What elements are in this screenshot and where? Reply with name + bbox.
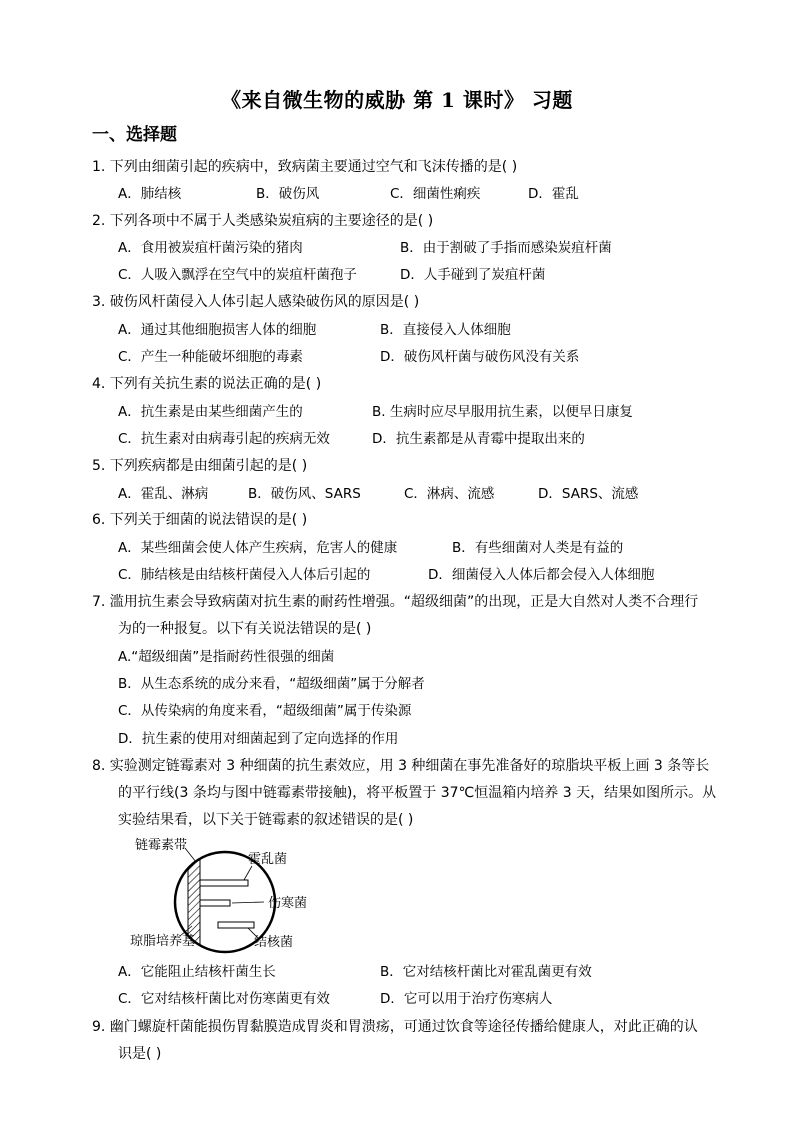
question-8-stem-line-2: 的平行线(3 条均与图中链霉素带接触)，将平板置于 37℃恒温箱内培养 3 天，结果如图所示。从 (118, 785, 717, 801)
question-6-option-b: B．有些细菌对人类是有益的 (452, 540, 624, 556)
question-7-option-b: B．从生态系统的成分来看，“超级细菌”属于分解者 (118, 676, 425, 692)
question-3-option-d: D．破伤风杆菌与破伤风没有关系 (380, 349, 580, 365)
cholera-streak (200, 880, 248, 886)
question-3-option-b: B．直接侵入人体细胞 (380, 322, 511, 338)
label-agar-medium: 琼脂培养基 (130, 934, 196, 949)
question-7-stem-line-2: 为的一种报复。以下有关说法错误的是( ) (118, 621, 372, 637)
question-6-option-a: A．某些细菌会使人体产生疾病，危害人的健康 (118, 540, 398, 556)
question-2-stem: 2. 下列各项中不属于人类感染炭疽病的主要途径的是( ) (92, 213, 434, 229)
question-7-option-c: C．从传染病的角度来看，“超级细菌”属于传染源 (118, 703, 412, 719)
question-1-option-c: C．细菌性痢疾 (390, 186, 481, 202)
question-8-option-d: D．它可以用于治疗伤寒病人 (380, 991, 553, 1007)
question-3-stem: 3. 破伤风杆菌侵入人体引起人感染破伤风的原因是( ) (92, 294, 420, 310)
question-3-option-c: C．产生一种能破坏细胞的毒素 (118, 349, 303, 365)
question-7-option-a: A.“超级细菌”是指耐药性很强的细菌 (118, 649, 335, 665)
question-5-option-c: C．淋病、流感 (404, 486, 495, 502)
question-2-option-d: D．人手碰到了炭疽杆菌 (400, 267, 546, 283)
question-5-option-b: B．破伤风、SARS (248, 486, 361, 502)
question-4-option-d: D．抗生素都是从青霉中提取出来的 (372, 431, 585, 447)
question-8-option-a: A．它能阻止结核杆菌生长 (118, 964, 276, 980)
question-5-stem: 5. 下列疾病都是由细菌引起的是( ) (92, 458, 308, 474)
question-4-option-a: A．抗生素是由某些细菌产生的 (118, 404, 303, 420)
question-7-option-d: D．抗生素的使用对细菌起到了定向选择的作用 (118, 731, 399, 747)
question-2-option-a: A．食用被炭疽杆菌污染的猪肉 (118, 240, 303, 256)
question-5-option-a: A．霍乱、淋病 (118, 486, 209, 502)
question-6-option-d: D．细菌侵入人体后都会侵入人体细胞 (428, 567, 655, 583)
question-9-stem-line-1: 9. 幽门螺旋杆菌能损伤胃黏膜造成胃炎和胃溃疡，可通过饮食等途径传播给健康人，对此正确的认 (92, 1019, 698, 1035)
question-2-option-c: C．人吸入飘浮在空气中的炭疽杆菌孢子 (118, 267, 357, 283)
question-4-option-b: B. 生病时应尽早服用抗生素，以便早日康复 (372, 404, 633, 420)
page-title: 《来自微生物的威胁 第 1 课时》 习题 (221, 88, 573, 112)
label-typhoid: 伤寒菌 (268, 896, 308, 911)
experiment-figure (130, 836, 330, 956)
question-4-stem: 4. 下列有关抗生素的说法正确的是( ) (92, 376, 322, 392)
question-8-option-c: C．它对结核杆菌比对伤寒菌更有效 (118, 991, 330, 1007)
question-1-option-a: A．肺结核 (118, 186, 182, 202)
question-6-option-c: C．肺结核是由结核杆菌侵入人体后引起的 (118, 567, 371, 583)
petri-dish-diagram (130, 836, 330, 956)
question-9-stem-line-2: 识是( ) (118, 1046, 162, 1062)
question-7-stem-line-1: 7. 滥用抗生素会导致病菌对抗生素的耐药性增强。“超级细菌”的出现，正是大自然对人类不合理行 (92, 594, 699, 610)
label-cholera: 霍乱菌 (248, 852, 288, 867)
question-2-option-b: B．由于割破了手指而感染炭疽杆菌 (400, 240, 612, 256)
tb-streak (218, 922, 254, 928)
question-8-option-b: B．它对结核杆菌比对霍乱菌更有效 (380, 964, 592, 980)
question-5-option-d: D．SARS、流感 (538, 486, 639, 502)
question-1-stem: 1. 下列由细菌引起的疾病中，致病菌主要通过空气和飞沫传播的是( ) (92, 159, 518, 175)
question-6-stem: 6. 下列关于细菌的说法错误的是( ) (92, 512, 308, 528)
question-4-option-c: C．抗生素对由病毒引起的疾病无效 (118, 431, 330, 447)
label-streptomycin-strip: 链霉素带 (135, 838, 188, 853)
section-heading: 一、选择题 (92, 125, 177, 145)
question-1-option-d: D．霍乱 (528, 186, 579, 202)
typhoid-streak (200, 900, 230, 906)
label-tuberculosis: 结核菌 (254, 935, 294, 950)
question-8-stem-line-3: 实验结果看，以下关于链霉素的叙述错误的是( ) (118, 812, 414, 828)
question-3-option-a: A．通过其他细胞损害人体的细胞 (118, 322, 317, 338)
question-1-option-b: B．破伤风 (256, 186, 320, 202)
question-8-stem-line-1: 8. 实验测定链霉素对 3 种细菌的抗生素效应，用 3 种细菌在事先准备好的琼脂块平板上画 3 条等长 (92, 758, 710, 774)
